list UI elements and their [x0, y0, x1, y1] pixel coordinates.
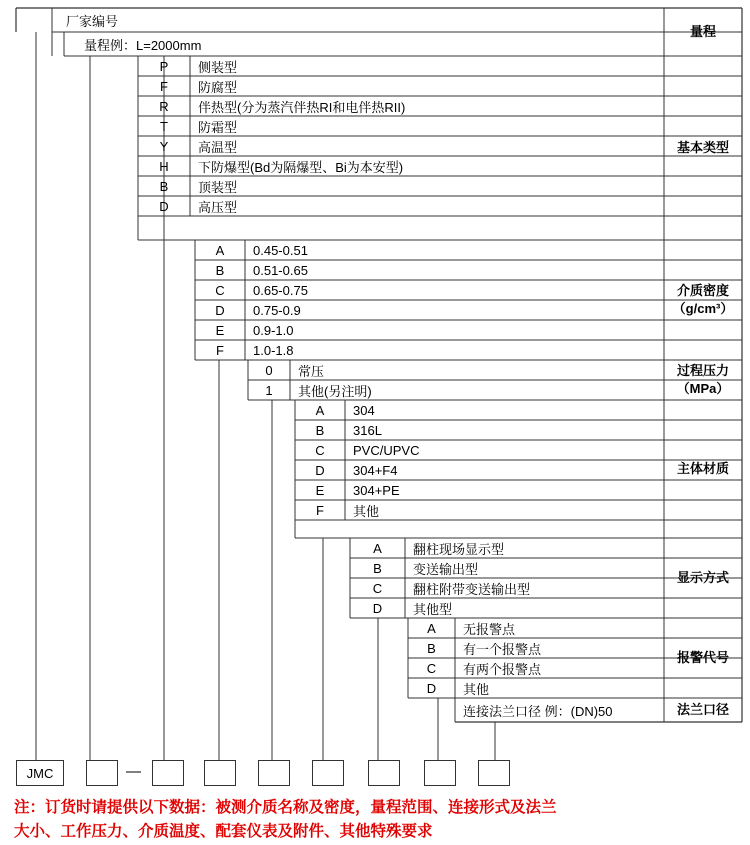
basic-type-code-P: P: [159, 58, 169, 74]
basic-type-code-Y: Y: [159, 138, 169, 154]
order-note-line-2: 大小、工作压力、介质温度、配套仪表及附件、其他特殊要求: [14, 823, 433, 841]
row-label-range-example: 量程例：L=2000mm: [84, 37, 202, 53]
material-code-D: D: [315, 462, 325, 478]
density-desc-E: 0.9-1.0: [253, 322, 294, 338]
material-code-F: F: [316, 502, 324, 518]
display-code-C: C: [372, 580, 383, 596]
display-desc-C: 翻柱附带变送输出型: [413, 581, 531, 597]
basic-type-code-R: R: [159, 98, 169, 114]
group-label-process-pressure-line-1: 过程压力: [676, 363, 729, 379]
order-code-box-5[interactable]: [258, 760, 290, 786]
order-code-box-3[interactable]: [152, 760, 184, 786]
basic-type-desc-R: 伴热型(分为蒸汽伴热RI和电伴热RII): [198, 99, 406, 115]
density-code-C: C: [215, 282, 225, 298]
alarm-desc-B: 有一个报警点: [463, 641, 542, 657]
order-code-box-4[interactable]: [204, 760, 236, 786]
display-code-A: A: [373, 540, 382, 556]
basic-type-code-B: B: [159, 178, 169, 194]
material-desc-C: PVC/UPVC: [353, 442, 420, 458]
alarm-code-A: A: [427, 620, 436, 636]
basic-type-code-D: D: [159, 198, 169, 214]
group-label-basic-type: 基本类型: [676, 140, 729, 156]
group-label-medium-density-line-2: （g/cm³）: [672, 301, 734, 316]
material-desc-B: 316L: [353, 422, 382, 438]
basic-type-code-H: H: [159, 158, 169, 174]
order-code-dash: —: [126, 763, 141, 780]
pressure-code-1: 1: [265, 382, 273, 398]
display-desc-A: 翻柱现场显示型: [413, 541, 505, 557]
material-code-A: A: [315, 402, 325, 418]
density-desc-A: 0.45-0.51: [253, 242, 308, 258]
alarm-desc-A: 无报警点: [463, 621, 516, 637]
material-desc-E: 304+PE: [353, 482, 400, 498]
basic-type-desc-P: 侧装型: [198, 59, 238, 75]
density-desc-D: 0.75-0.9: [253, 302, 301, 318]
group-label-process-pressure: [664, 360, 742, 400]
order-code-box-9[interactable]: [478, 760, 510, 786]
display-desc-D: 其他型: [413, 601, 453, 617]
group-label-body-material: 主体材质: [676, 461, 729, 477]
pressure-desc-0: 常压: [298, 363, 325, 379]
order-code-box-7[interactable]: [368, 760, 400, 786]
group-label-display-mode: 显示方式: [676, 570, 729, 586]
basic-type-code-T: T: [160, 118, 168, 134]
group-label-medium-density-line-1: 介质密度: [676, 283, 729, 299]
order-code-box-8[interactable]: [424, 760, 456, 786]
pressure-code-0: 0: [265, 362, 273, 378]
group-label-medium-density: [664, 240, 742, 360]
density-code-E: E: [215, 322, 225, 338]
order-code-box-1[interactable]: JMC: [16, 760, 64, 786]
material-code-B: B: [315, 422, 325, 438]
density-desc-B: 0.51-0.65: [253, 262, 308, 278]
alarm-code-C: C: [426, 660, 437, 676]
flange-diameter-desc: 连接法兰口径 例：(DN)50: [463, 703, 613, 719]
material-code-C: C: [315, 442, 325, 458]
group-label-process-pressure-line-2: （MPa）: [676, 381, 730, 396]
basic-type-desc-Y: 高温型: [198, 139, 238, 155]
group-label-range: 量程: [689, 24, 716, 40]
basic-type-desc-D: 高压型: [198, 199, 238, 215]
density-code-F: F: [216, 342, 224, 358]
basic-type-code-F: F: [160, 78, 168, 94]
basic-type-desc-H: 下防爆型(Bd为隔爆型、Bi为本安型): [198, 159, 404, 175]
order-note-line-1: 注：订货时请提供以下数据：被测介质名称及密度，量程范围、连接形式及法兰: [14, 799, 557, 816]
display-code-D: D: [372, 600, 383, 616]
order-code-box-2[interactable]: [86, 760, 118, 786]
group-label-flange-diameter: 法兰口径: [676, 702, 729, 718]
basic-type-desc-F: 防腐型: [198, 79, 238, 95]
alarm-desc-C: 有两个报警点: [463, 661, 542, 677]
density-code-D: D: [215, 302, 225, 318]
display-desc-B: 变送输出型: [413, 561, 479, 577]
basic-type-desc-B: 顶装型: [198, 179, 238, 195]
material-desc-D: 304+F4: [353, 462, 398, 478]
alarm-code-B: B: [427, 640, 436, 656]
material-desc-F: 其他: [353, 503, 380, 519]
pressure-desc-1: 其他(另注明): [298, 383, 372, 399]
material-desc-A: 304: [353, 402, 375, 418]
material-code-E: E: [315, 482, 325, 498]
display-code-B: B: [373, 560, 382, 576]
group-label-alarm-code: 报警代号: [676, 650, 729, 666]
density-desc-C: 0.65-0.75: [253, 282, 308, 298]
density-code-B: B: [215, 262, 225, 278]
order-code-box-6[interactable]: [312, 760, 344, 786]
density-code-A: A: [215, 242, 225, 258]
row-label-manufacturer: 厂家编号: [66, 13, 119, 29]
order-note: [14, 796, 740, 844]
basic-type-desc-T: 防霜型: [198, 119, 238, 135]
density-desc-F: 1.0-1.8: [253, 342, 294, 358]
alarm-code-D: D: [426, 680, 437, 696]
alarm-desc-D: 其他: [463, 681, 490, 697]
